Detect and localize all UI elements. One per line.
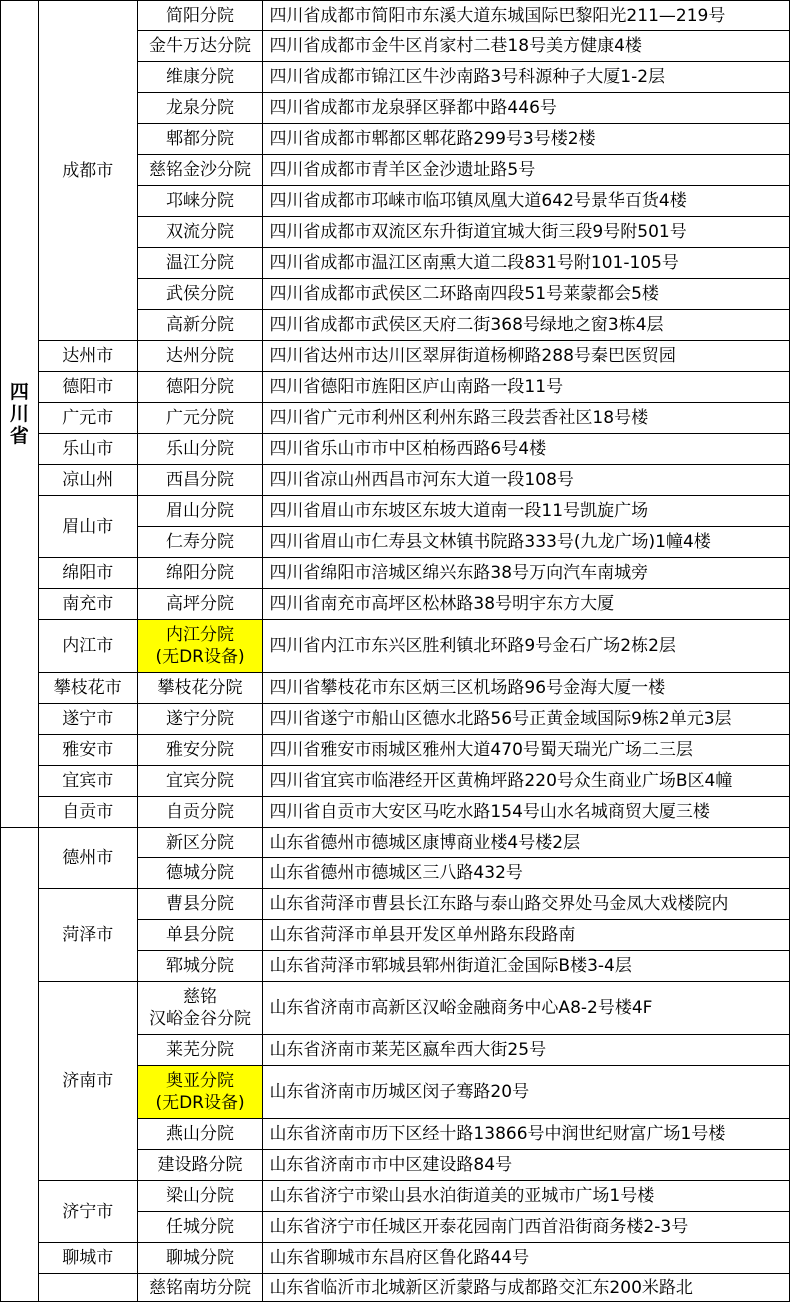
address-cell: 山东省菏泽市单县开发区单州路东段路南 — [263, 920, 790, 951]
address-cell: 山东省济宁市梁山县水泊街道美的亚城市广场1号楼 — [263, 1181, 790, 1212]
city-cell: 宜宾市 — [38, 766, 137, 797]
branch-name-cell: 曹县分院 — [137, 889, 263, 920]
table-row — [1, 1, 790, 31]
address-cell: 四川省成都市邛崃市临邛镇凤凰大道642号景华百货4楼 — [263, 186, 790, 217]
branch-name-cell: 龙泉分院 — [137, 93, 263, 124]
branch-name-line: (无DR设备) — [155, 1093, 245, 1113]
branch-name-cell — [137, 982, 263, 1035]
address-cell: 四川省成都市青羊区金沙遗址路5号 — [263, 155, 790, 186]
branch-name-cell — [137, 620, 263, 673]
city-cell: 眉山市 — [38, 496, 137, 558]
branch-name-cell: 双流分院 — [137, 217, 263, 248]
city-cell: 德州市 — [38, 828, 137, 889]
table-row — [1, 589, 790, 620]
branch-name-cell: 莱芜分院 — [137, 1035, 263, 1066]
table-row — [1, 465, 790, 496]
branch-name-cell: 宜宾分院 — [137, 766, 263, 797]
table-row — [1, 372, 790, 403]
address-cell: 四川省成都市金牛区肖家村二巷18号美方健康4楼 — [263, 31, 790, 62]
branch-name-cell: 金牛万达分院 — [137, 31, 263, 62]
address-cell: 四川省南充市高坪区松林路38号明宇东方大厦 — [263, 589, 790, 620]
table-row — [1, 982, 790, 1035]
address-cell: 山东省菏泽市郓城县郓州街道汇金国际B楼3-4层 — [263, 951, 790, 982]
table-row — [1, 673, 790, 704]
province-name-char: 省 — [9, 425, 29, 447]
province-name-char: 川 — [9, 403, 29, 425]
address-cell: 四川省凉山州西昌市河东大道一段108号 — [263, 465, 790, 496]
city-cell: 自贡市 — [38, 797, 137, 828]
branch-name-cell: 郫都分院 — [137, 124, 263, 155]
table-row — [1, 434, 790, 465]
branch-name-cell: 德城分院 — [137, 858, 263, 889]
branch-name-cell: 西昌分院 — [137, 465, 263, 496]
branch-name-cell: 仁寿分院 — [137, 527, 263, 558]
table-row — [1, 1243, 790, 1274]
province-cell — [1, 1, 39, 828]
city-cell: 济宁市 — [38, 1181, 137, 1243]
city-cell: 遂宁市 — [38, 704, 137, 735]
address-cell: 山东省德州市德城区康博商业楼4号楼2层 — [263, 828, 790, 858]
city-cell: 攀枝花市 — [38, 673, 137, 704]
branch-name-cell: 单县分院 — [137, 920, 263, 951]
city-cell: 乐山市 — [38, 434, 137, 465]
city-cell: 成都市 — [38, 1, 137, 341]
address-cell: 四川省成都市郫都区郫花路299号3号楼2楼 — [263, 124, 790, 155]
address-cell: 四川省成都市温江区南熏大道二段831号附101-105号 — [263, 248, 790, 279]
branch-name-cell: 建设路分院 — [137, 1150, 263, 1181]
city-cell: 南充市 — [38, 589, 137, 620]
branch-name-cell: 自贡分院 — [137, 797, 263, 828]
branch-name-line: 汉峪金谷分院 — [149, 1009, 252, 1029]
branch-name-cell: 达州分院 — [137, 341, 263, 372]
branch-name-cell: 绵阳分院 — [137, 558, 263, 589]
city-cell — [38, 1274, 137, 1302]
branch-name-cell: 遂宁分院 — [137, 704, 263, 735]
branch-name-cell: 维康分院 — [137, 62, 263, 93]
branch-name-line: 奥亚分院 — [166, 1071, 235, 1091]
branch-name-cell: 高新分院 — [137, 310, 263, 341]
branch-name-cell: 慈铭金沙分院 — [137, 155, 263, 186]
branch-name-cell: 雅安分院 — [137, 735, 263, 766]
address-cell: 四川省眉山市东坡区东坡大道南一段11号凯旋广场 — [263, 496, 790, 527]
address-cell: 山东省济南市历城区闵子骞路20号 — [263, 1066, 790, 1119]
address-cell: 山东省临沂市北城新区沂蒙路与成都路交汇东200米路北 — [263, 1274, 790, 1302]
branch-name-cell: 温江分院 — [137, 248, 263, 279]
branch-name-line: 内江分院 — [166, 625, 235, 645]
city-cell: 菏泽市 — [38, 889, 137, 982]
table-row — [1, 766, 790, 797]
branch-name-cell: 燕山分院 — [137, 1119, 263, 1150]
city-cell: 济南市 — [38, 982, 137, 1181]
address-cell: 四川省眉山市仁寿县文林镇书院路333号(九龙广场)1幢4楼 — [263, 527, 790, 558]
city-cell: 达州市 — [38, 341, 137, 372]
address-cell: 山东省菏泽市曹县长江东路与泰山路交界处马金凤大戏楼院内 — [263, 889, 790, 920]
branch-name-cell: 眉山分院 — [137, 496, 263, 527]
table-row — [1, 889, 790, 920]
address-cell: 四川省宜宾市临港经开区黄桷坪路220号众生商业广场B区4幢 — [263, 766, 790, 797]
address-cell: 山东省德州市德城区三八路432号 — [263, 858, 790, 889]
address-cell: 山东省济南市高新区汉峪金融商务中心A8-2号楼4F — [263, 982, 790, 1035]
branch-name-cell: 郓城分院 — [137, 951, 263, 982]
province-name-char: 四 — [9, 381, 29, 403]
branch-name-cell: 邛崃分院 — [137, 186, 263, 217]
table-row — [1, 735, 790, 766]
branch-name-cell: 慈铭南坊分院 — [137, 1274, 263, 1302]
table-row — [1, 797, 790, 828]
city-cell: 德阳市 — [38, 372, 137, 403]
city-cell: 聊城市 — [38, 1243, 137, 1274]
address-cell: 四川省成都市武侯区天府二街368号绿地之窗3栋4层 — [263, 310, 790, 341]
address-cell: 四川省内江市东兴区胜利镇北环路9号金石广场2栋2层 — [263, 620, 790, 673]
city-cell: 凉山州 — [38, 465, 137, 496]
branch-name-cell: 简阳分院 — [137, 1, 263, 31]
address-cell: 四川省成都市锦江区牛沙南路3号科源种子大厦1-2层 — [263, 62, 790, 93]
table-row — [1, 704, 790, 735]
table-row — [1, 341, 790, 372]
branch-name-cell — [137, 1066, 263, 1119]
address-cell: 四川省绵阳市涪城区绵兴东路38号万向汽车南城旁 — [263, 558, 790, 589]
address-cell: 四川省自贡市大安区马吃水路154号山水名城商贸大厦三楼 — [263, 797, 790, 828]
address-cell: 四川省雅安市雨城区雅州大道470号蜀天瑞光广场二三层 — [263, 735, 790, 766]
address-cell: 山东省济南市市中区建设路84号 — [263, 1150, 790, 1181]
address-cell: 四川省攀枝花市东区炳三区机场路96号金海大厦一楼 — [263, 673, 790, 704]
table-row — [1, 403, 790, 434]
address-cell: 山东省聊城市东昌府区鲁化路44号 — [263, 1243, 790, 1274]
city-cell: 广元市 — [38, 403, 137, 434]
branch-name-cell: 任城分院 — [137, 1212, 263, 1243]
address-cell: 四川省德阳市旌阳区庐山南路一段11号 — [263, 372, 790, 403]
table-row — [1, 1181, 790, 1212]
branch-name-cell: 高坪分院 — [137, 589, 263, 620]
address-cell: 四川省成都市双流区东升街道宜城大街三段9号附501号 — [263, 217, 790, 248]
city-cell: 内江市 — [38, 620, 137, 673]
branch-name-cell: 德阳分院 — [137, 372, 263, 403]
address-cell: 山东省济宁市任城区开泰花园南门西首沿街商务楼2-3号 — [263, 1212, 790, 1243]
table-row — [1, 620, 790, 673]
table-row — [1, 496, 790, 527]
address-cell: 山东省济南市莱芜区嬴牟西大街25号 — [263, 1035, 790, 1066]
address-cell: 四川省成都市简阳市东溪大道东城国际巴黎阳光211—219号 — [263, 1, 790, 31]
province-cell — [1, 828, 39, 1302]
address-cell: 四川省遂宁市船山区德水北路56号正黄金域国际9栋2单元3层 — [263, 704, 790, 735]
branch-name-cell: 新区分院 — [137, 828, 263, 858]
branch-name-cell: 乐山分院 — [137, 434, 263, 465]
table-row — [1, 558, 790, 589]
branch-name-line: (无DR设备) — [155, 647, 245, 667]
branch-name-cell: 聊城分院 — [137, 1243, 263, 1274]
address-cell: 四川省乐山市市中区柏杨西路6号4楼 — [263, 434, 790, 465]
branch-name-cell: 武侯分院 — [137, 279, 263, 310]
address-cell: 四川省成都市武侯区二环路南四段51号莱蒙都会5楼 — [263, 279, 790, 310]
branch-name-cell: 梁山分院 — [137, 1181, 263, 1212]
branch-name-line: 慈铭 — [183, 987, 218, 1007]
address-cell: 四川省广元市利州区利州东路三段芸香社区18号楼 — [263, 403, 790, 434]
table-row — [1, 828, 790, 858]
city-cell: 雅安市 — [38, 735, 137, 766]
city-cell: 绵阳市 — [38, 558, 137, 589]
branch-name-cell: 攀枝花分院 — [137, 673, 263, 704]
address-cell: 山东省济南市历下区经十路13866号中润世纪财富广场1号楼 — [263, 1119, 790, 1150]
table-row — [1, 1274, 790, 1302]
address-cell: 四川省达州市达川区翠屏街道杨柳路288号秦巴医贸园 — [263, 341, 790, 372]
branch-name-cell: 广元分院 — [137, 403, 263, 434]
address-cell: 四川省成都市龙泉驿区驿都中路446号 — [263, 93, 790, 124]
